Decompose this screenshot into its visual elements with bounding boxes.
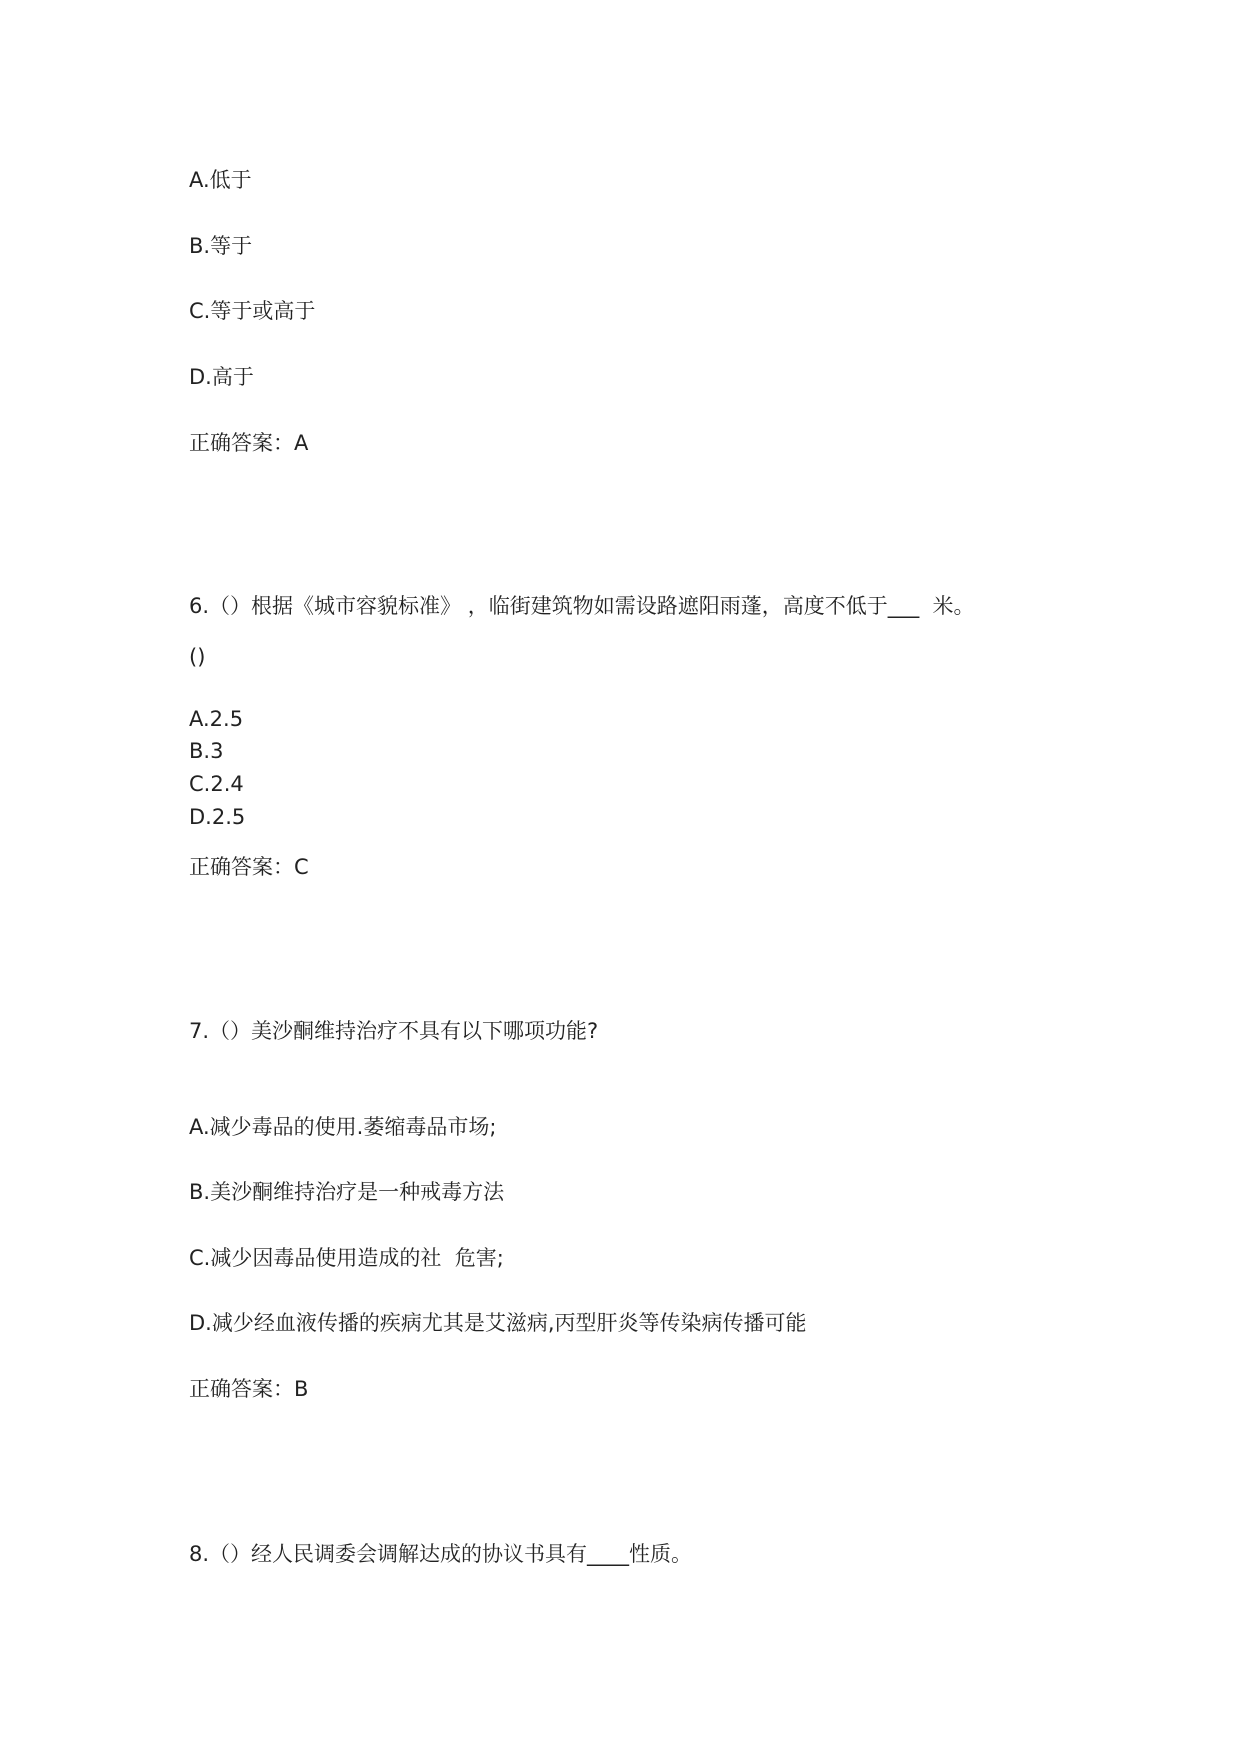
- q6-option-d: D.2.5: [189, 805, 246, 829]
- q7-stem: 7.（）美沙酮维持治疗不具有以下哪项功能?: [189, 1019, 599, 1043]
- q8-stem: 8.（）经人民调委会调解达成的协议书具有____性质。: [189, 1542, 693, 1566]
- q7-answer: 正确答案：B: [189, 1377, 309, 1401]
- q6-option-c: C.2.4: [189, 772, 244, 796]
- q6-stem: 6.（）根据《城市容貌标准》 ，临街建筑物如需设路遮阳雨蓬，高度不低于___ 米。: [189, 594, 975, 618]
- q5-answer: 正确答案：A: [189, 431, 309, 455]
- q5-option-c: C.等于或高于: [189, 299, 316, 323]
- q6-paren: (): [189, 645, 206, 669]
- q7-option-b: B.美沙酮维持治疗是一种戒毒方法: [189, 1180, 505, 1204]
- q6-answer: 正确答案：C: [189, 855, 309, 879]
- q7-option-d: D.减少经血液传播的疾病尤其是艾滋病,丙型肝炎等传染病传播可能: [189, 1311, 807, 1335]
- q7-option-a: A.减少毒品的使用.萎缩毒品市场;: [189, 1115, 497, 1139]
- q6-option-b: B.3: [189, 739, 224, 763]
- q5-option-a: A.低于: [189, 168, 252, 192]
- q5-option-b: B.等于: [189, 234, 253, 258]
- q6-option-a: A.2.5: [189, 707, 244, 731]
- q5-option-d: D.高于: [189, 365, 254, 389]
- q7-option-c: C.减少因毒品使用造成的社 危害;: [189, 1246, 504, 1270]
